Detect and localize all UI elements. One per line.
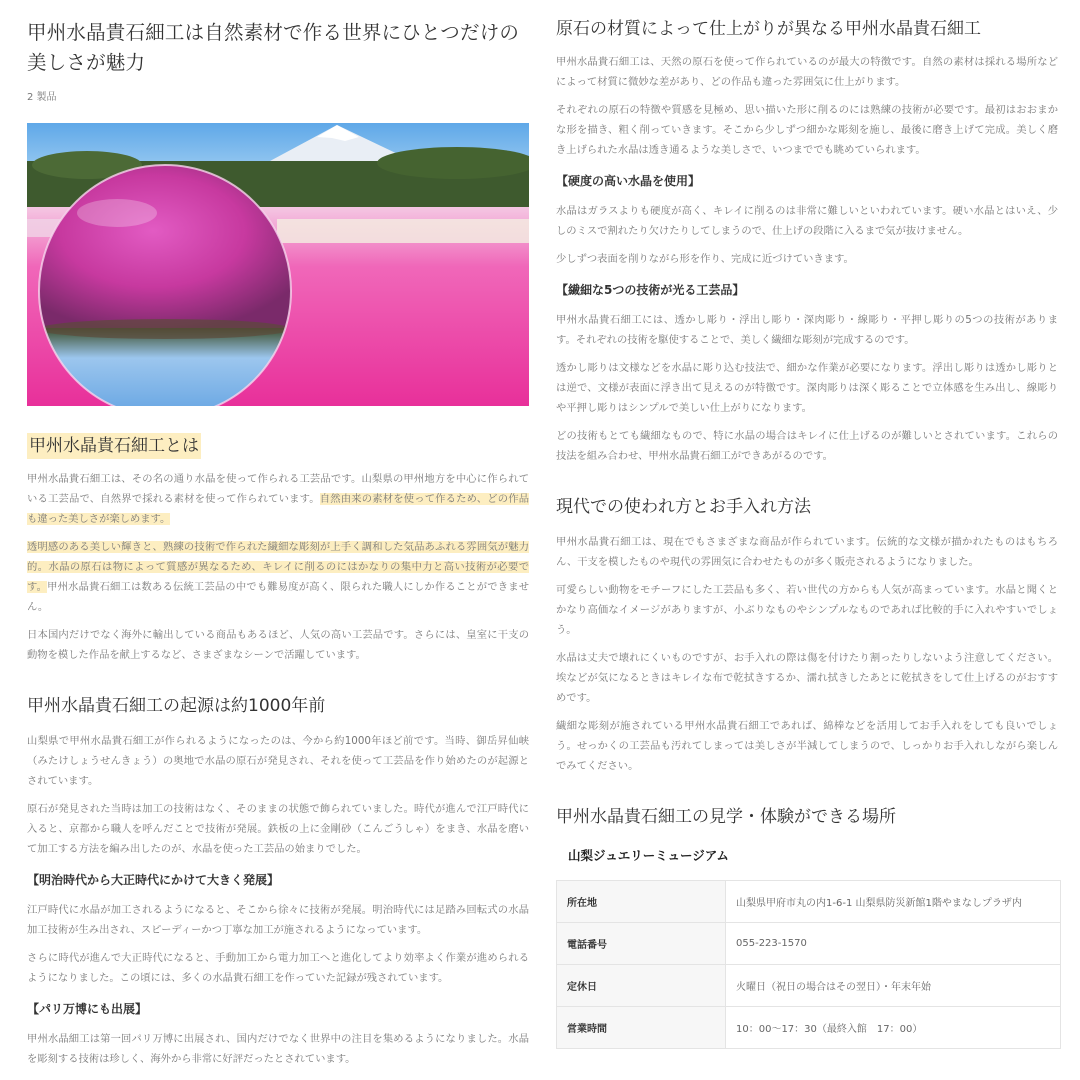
paragraph [27,469,529,529]
paragraph: 甲州水晶貴石細工は、天然の原石を使って作られているのが最大の特徴です。自然の素材は採れる場所などによって材質に微妙な差があり、どの作品も違った雰囲気に仕上がります。 [556,56,1058,88]
table-value: 火曜日（祝日の場合はその翌日）・年末年始 [726,965,1061,1007]
table-value: 山梨県甲府市丸の内1-6-1 山梨県防災新館1階やまなしプラザ内 [726,881,1061,923]
spacer [27,665,529,693]
table-key: 営業時間 [557,1007,726,1049]
spacer [556,708,1058,716]
crystal-ball-image [27,123,529,406]
paragraph: それぞれの原石の特徴や質感を見極め、思い描いた形に削るのには熟練の技術が必要です。最初はおおまかな形を描き、粗く削っていきます。そこから少しずつ細かな彫刻を施し、最後に磨き上げて完成。美しく磨き上げられた水晶は透き通るような美しさで、いつまででも眺めていられます。 [556,104,1058,156]
spacer [556,418,1058,426]
spacer [27,859,529,871]
section-heading-material: 原石の材質によって仕上がりが異なる甲州水晶貴石細工 [556,19,981,39]
spacer [556,350,1058,358]
spacer [556,298,1058,310]
left-column [27,0,529,1069]
paragraph: 甲州水晶貴石細工には、透かし彫り・浮出し彫り・深肉彫り・線彫り・平押し彫りの5つの技術がありま す。それぞれの技術を駆使することで、美しく繊細な彫刻が完成するのです。 [556,314,1058,346]
spacer [556,572,1058,580]
spacer [556,241,1058,249]
spacer [27,888,529,900]
subheading: 【繊細な5つの技術が光る工芸品】 [556,283,745,297]
paragraph: 甲州水晶細工は第一回パリ万博に出展され、国内だけでなく世界中の注目を集めるようになりました。水晶を彫刻する技術は珍しく、海外から非常に好評だったとされています。 [27,1033,529,1065]
spacer [27,617,529,625]
museum-name: 山梨ジュエリーミュージアム [568,848,729,863]
section-heading-visit: 甲州水晶貴石細工の見学・体験ができる場所 [556,807,896,827]
table-key: 所在地 [557,881,726,923]
table-row [557,881,1061,923]
paragraph: 原石が発見された当時は加工の技術はなく、そのままの状態で飾られていました。時代が進んで江戸時代に入ると、京都から職人を呼んだことで技術が発展。鉄板の上に金剛砂（こんごうしゃ）をまき、水晶を磨いて加工する方法を編み出したのが、水晶を使った工芸品の始まりでした。 [27,803,529,855]
highlighted-text: 透明感のある美しい輝きと、熟練の技術で作られた繊細な彫刻が上手く調和した気品あふれる雰囲気が魅力的。水晶の原石は物によって質感が異なるため、キレイに削るのにはかなりの集中力と高い技術が必要です。 [27,541,529,593]
hero-image [27,123,529,406]
paragraph: 水晶は丈夫で壊れにくいものですが、お手入れの際は傷を付けたり割ったりしないよう注意してください。埃などが気になるときはキレイな布で乾拭きするか、濡れ拭きしたあとに乾拭きをして仕上げるのがおすすめです。 [556,652,1058,704]
spacer [556,160,1058,172]
spacer [27,459,529,469]
spacer [556,92,1058,100]
subheading: 【硬度の高い水晶を使用】 [556,174,701,188]
spacer [556,520,1058,532]
paragraph: 可愛らしい動物をモチーフにした工芸品も多く、若い世代の方からも人気が高まっています。水晶と聞くとかなり高価なイメージがありますが、小ぶりなものやシンプルなものであれば比較的手に入れやすいでしょう。 [556,584,1058,636]
spacer [27,988,529,1000]
spacer [556,830,1058,846]
museum-info-table [556,880,1061,1049]
spacer [556,189,1058,201]
table-row [557,965,1061,1007]
spacer [27,791,529,799]
subheading: 【明治時代から大正時代にかけて大きく発展】 [27,873,280,887]
table-value: 055-223-1570 [726,923,1061,965]
spacer [27,529,529,537]
paragraph: どの技術もとても繊細なもので、特に水晶の場合はキレイに仕上げるのが難しいとされています。これらの技法を組み合わせ、甲州水晶貴石細工ができあがるのです。 [556,430,1058,462]
table-value: 10：00〜17：30（最終入館 17：00） [726,1007,1061,1049]
spacer [556,466,1058,494]
subheading: 【パリ万博にも出展】 [27,1002,148,1016]
table-key: 定休日 [557,965,726,1007]
table-row [557,923,1061,965]
spacer [556,640,1058,648]
paragraph: 江戸時代に水晶が加工されるようになると、そこから徐々に技術が発展。明治時代には足踏み回転式の水晶加工技術が生み出され、スピーディーかつ丁寧な加工が施されるようになっています。 [27,904,529,936]
paragraph [27,537,529,617]
section-heading-origin: 甲州水晶貴石細工の起源は約1000年前 [27,696,326,716]
spacer [27,719,529,731]
paragraph: 繊細な彫刻が施されている甲州水晶貴石細工であれば、綿棒などを活用してお手入れをしても良いでしょう。せっかくの工芸品も汚れてしまっては美しさが半減してしまうので、しっかりお手入れしながら楽しんでみてください。 [556,720,1058,772]
paragraph: さらに時代が進んで大正時代になると、手動加工から電力加工へと進化してより効率よく作業が進められるようになりました。この頃には、多くの水晶貴石細工を作っていた記録が残されています。 [27,952,529,984]
spacer [556,42,1058,52]
page-title: 甲州水晶貴石細工は自然素材で作る世界にひとつだけの美しさが魅力 [27,21,520,74]
section-heading-modern-use: 現代での使われ方とお手入れ方法 [556,497,811,517]
section-heading-about: 甲州水晶貴石細工とは [27,433,201,459]
spacer [27,406,529,433]
spacer [27,1017,529,1029]
paragraph: 甲州水晶貴石細工は、現在でもさまざまな商品が作られています。伝統的な文様が描かれたものはもちろん、干支を模したものや現代の雰囲気に合わせたものが多く販売されるようになりました。 [556,536,1058,568]
paragraph-text: 甲州水晶貴石細工は、その名の通り水晶を使って作られる工芸品です。山梨県の甲州地方を中心に作られている工芸品で、自然界で採れる素材を使って作られています。 [27,473,529,505]
right-column [556,0,1058,1049]
paragraph: 山梨県で甲州水晶貴石細工が作られるようになったのは、今から約1000年ほど前です。当時、御岳昇仙峡（みたけしょうせんきょう）の奥地で水晶の原石が発見され、それを使って工芸品を作り始めたのが起源とされています。 [27,735,529,787]
paragraph: 透かし彫りは文様などを水晶に彫り込む技法で、細かな作業が必要になります。浮出し彫りは透かし彫りとは逆で、文様が表面に浮き出て見えるのが特徴です。深肉彫りは深く彫ることで立体感を生み出し、線彫りや平押し彫りはシンプルで美しい仕上がりになります。 [556,362,1058,414]
spacer [27,940,529,948]
paragraph: 少しずつ表面を削りながら形を作り、完成に近づけていきます。 [556,253,854,265]
table-key: 電話番号 [557,923,726,965]
paragraph: 水晶はガラスよりも硬度が高く、キレイに削るのは非常に難しいといわれています。硬い水晶とはいえ、少しのミスで割れたり欠けたりしてしまうので、仕上げの段階に入るまで気が抜けません。 [556,205,1058,237]
highlighted-text: 自然由来の素材を使って作るため、どの作品も違った美しさが楽しめます。 [27,493,530,525]
spacer [556,269,1058,281]
spacer [556,776,1058,804]
table-row [557,1007,1061,1049]
product-count: 2 製品 [27,92,57,103]
paragraph: 日本国内だけでなく海外に輸出している商品もあるほど、人気の高い工芸品です。さらには、皇室に干支の動物を模した作品を献上するなど、さまざまなシーンで活躍しています。 [27,629,529,661]
paragraph-text: 甲州水晶貴石細工は数ある伝統工芸品の中でも難易度が高く、限られた職人にしか作ることができません。 [27,581,529,613]
